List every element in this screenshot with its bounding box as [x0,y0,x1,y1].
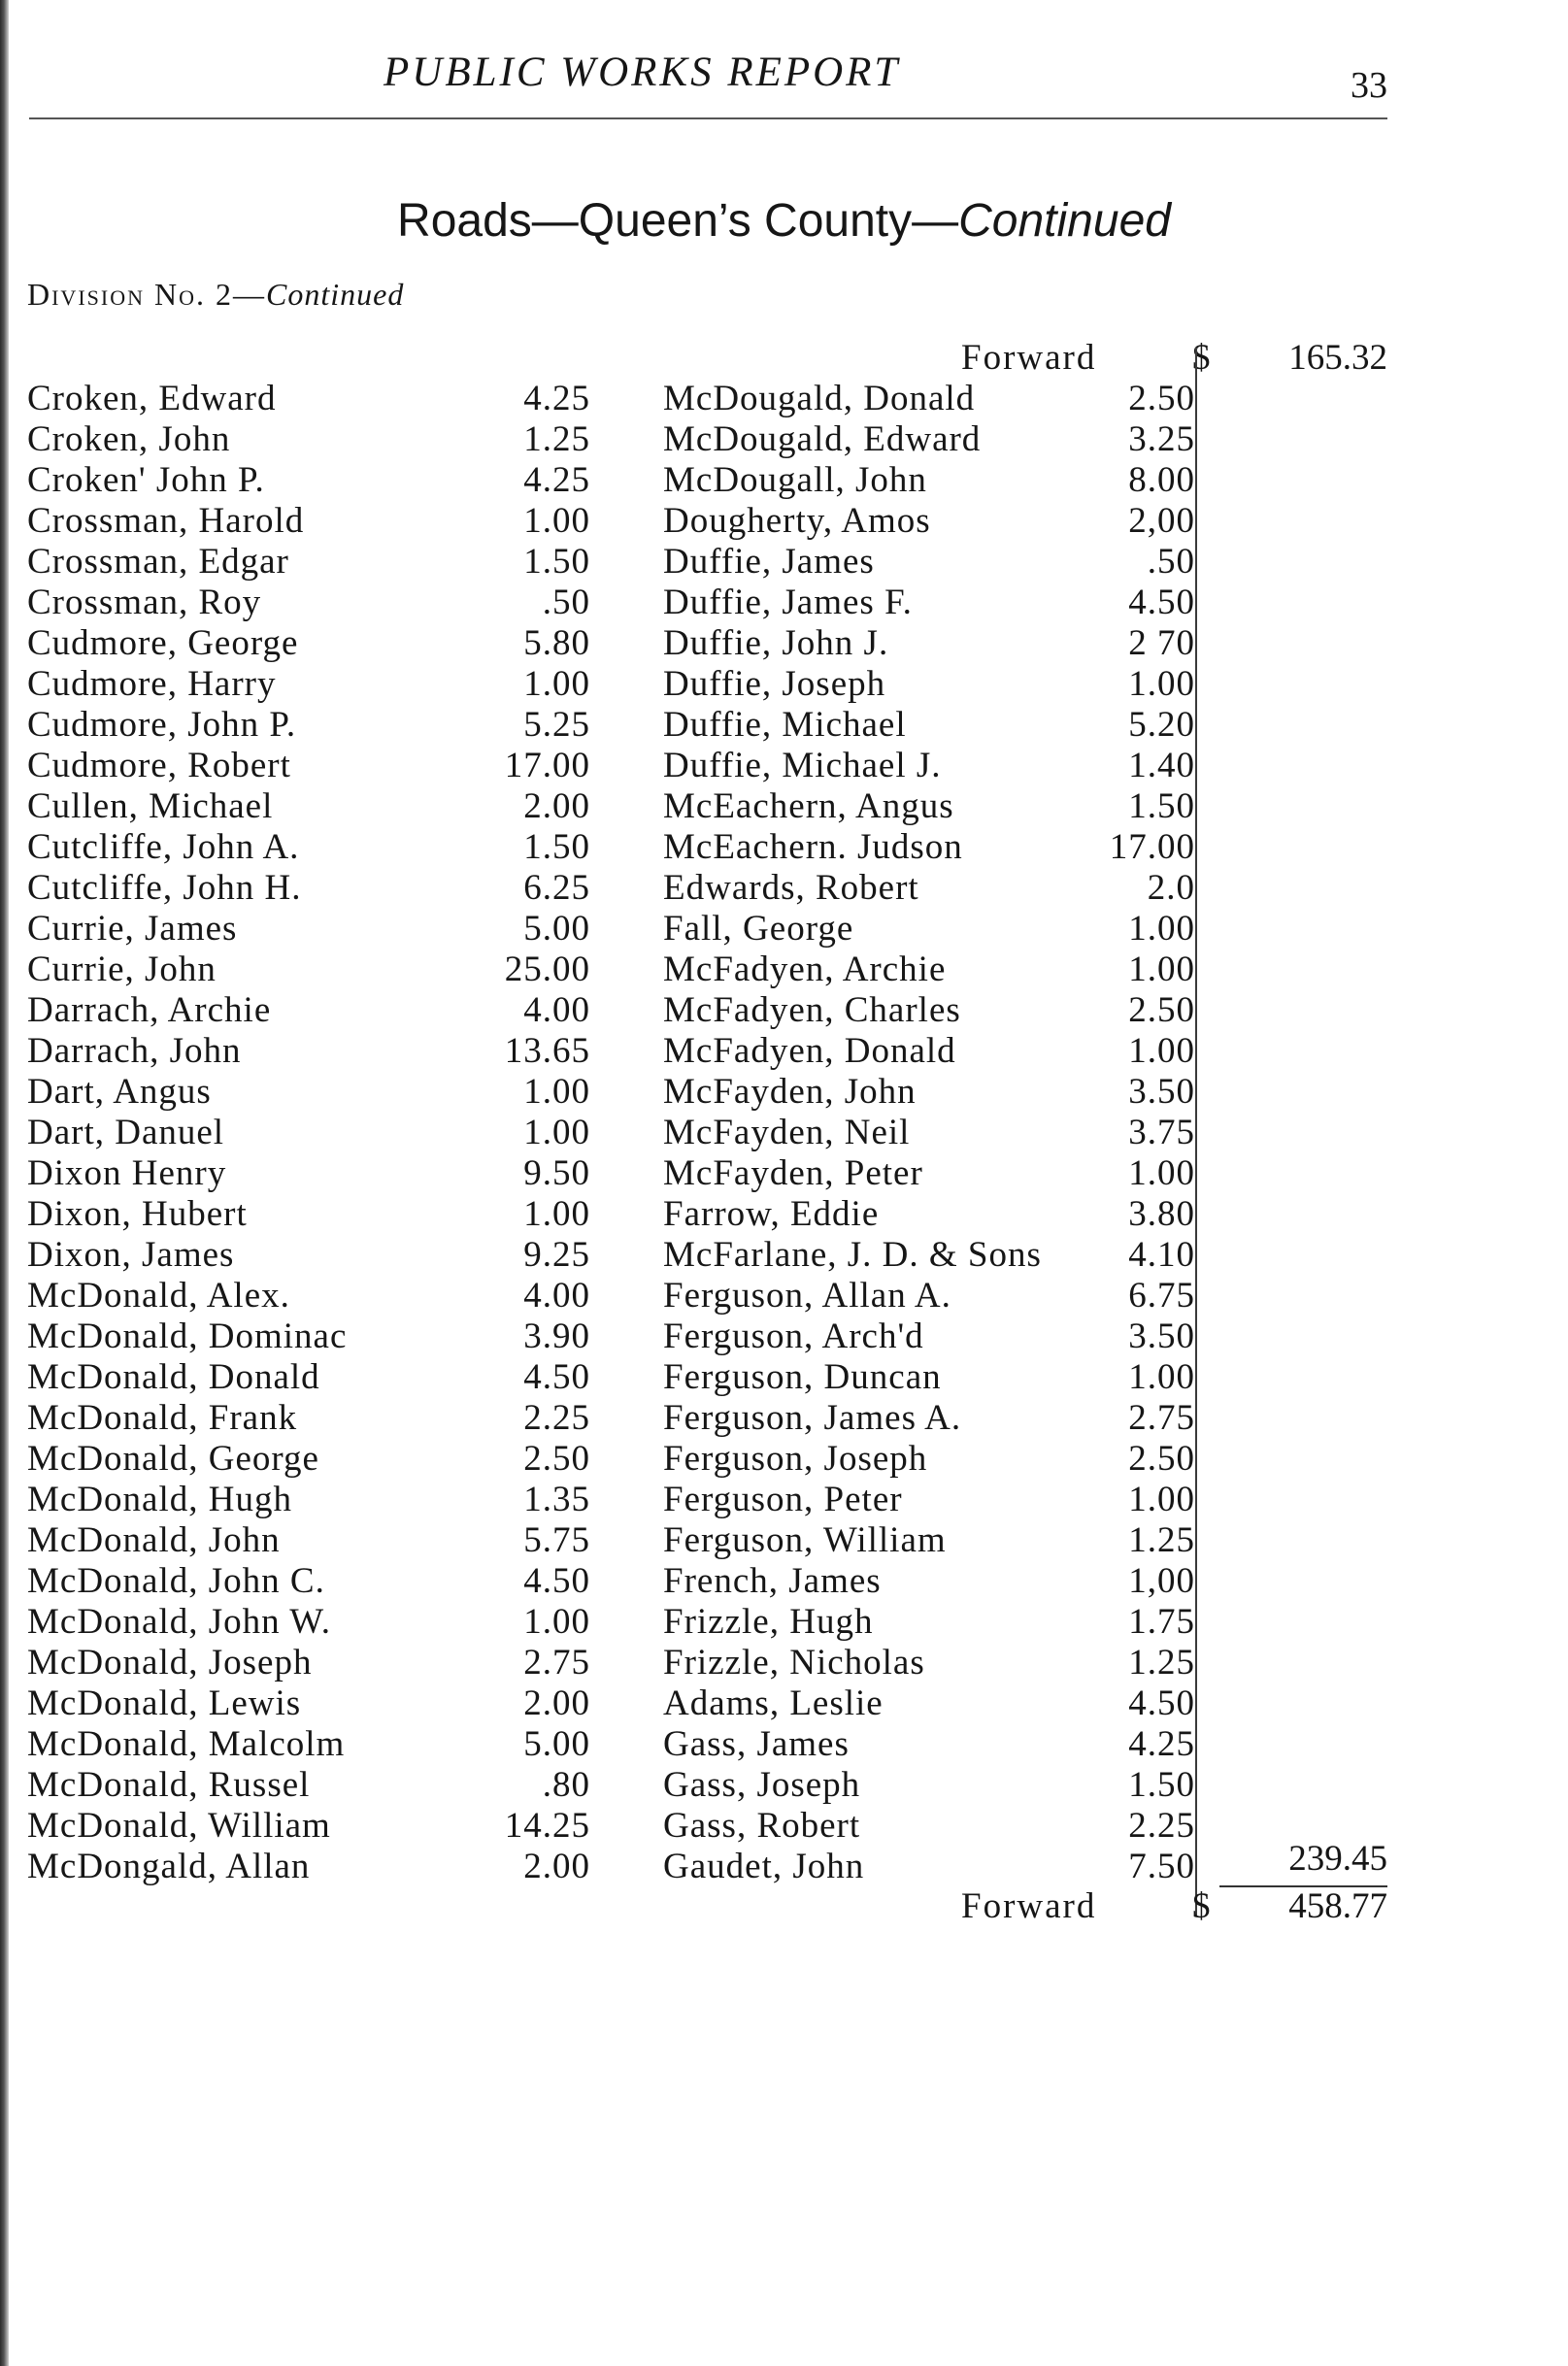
payee-row [663,1072,1195,1113]
payee-name: Fall, George [663,909,854,949]
payee-amount: 3.75 [1128,1113,1195,1152]
payee-amount: 1.35 [523,1480,590,1519]
payee-name: McDonald, John [27,1520,281,1560]
payee-row [663,1480,1195,1520]
payee-amount: 1.00 [1128,1031,1195,1071]
forward-carried [0,1886,1568,1927]
payee-name: Duffie, John J. [663,623,889,663]
payee-amount: 1.00 [523,1602,590,1642]
payee-name: McDonald, Donald [27,1357,320,1397]
payee-amount: 13.65 [504,1031,590,1071]
payee-amount: 3.90 [523,1316,590,1356]
payee-amount: 1.00 [523,1194,590,1234]
payee-row [663,1643,1195,1683]
payee-amount: 17.00 [504,746,590,785]
payee-amount: 4.00 [523,1276,590,1316]
payee-row [663,1113,1195,1153]
payee-amount: 4.00 [523,990,590,1030]
payee-amount: 1.50 [523,542,590,582]
payee-row [27,664,590,705]
payee-name: Dart, Angus [27,1072,212,1112]
payee-amount: 4.10 [1128,1235,1195,1275]
payee-row [663,1847,1195,1887]
payee-name: Cudmore, John P. [27,705,297,745]
payee-row [27,827,590,868]
payee-amount: 1.75 [1128,1602,1195,1642]
forward-label: Forward [961,1886,1097,1926]
payee-amount: .50 [1147,542,1195,582]
payee-row [27,868,590,909]
forward-label: Forward [961,338,1097,378]
payee-amount: 2.00 [523,1683,590,1723]
payee-name: McDonald, William [27,1806,331,1846]
payee-row [663,1561,1195,1602]
payee-amount: 4.50 [1128,583,1195,622]
payee-name: McFayden, John [663,1072,917,1112]
payee-amount: 8.00 [1128,460,1195,500]
payee-amount: 5.25 [523,705,590,745]
payee-name: Dixon, James [27,1235,235,1275]
payee-row [663,1602,1195,1643]
payee-amount: 4.50 [523,1357,590,1397]
header-rule [29,117,1387,119]
payee-row [663,501,1195,542]
payee-amount: 1.50 [1128,786,1195,826]
division-heading [27,277,404,313]
payee-name: Duffie, James [663,542,875,582]
payee-amount: 2,00 [1128,501,1195,541]
payee-row [27,705,590,746]
payee-amount: 2.0 [1147,868,1195,908]
payee-amount: 3.25 [1128,419,1195,459]
payee-row [663,909,1195,950]
payee-amount: 4.50 [523,1561,590,1601]
payee-name: Currie, John [27,950,217,989]
division-label: Division No. 2— [27,277,266,312]
payee-row [663,379,1195,419]
payee-row [27,1847,590,1887]
payee-row [27,909,590,950]
payee-name: McFadyen, Archie [663,950,947,989]
payee-amount: 2.50 [523,1439,590,1479]
payee-amount: 5.20 [1128,705,1195,745]
payee-amount: 1.00 [1128,1153,1195,1193]
payee-row [663,786,1195,827]
payee-amount: 1.25 [523,419,590,459]
payee-row [27,1806,590,1847]
payee-row [663,1235,1195,1276]
payee-row [663,1724,1195,1765]
payee-name: Croken' John P. [27,460,265,500]
payee-name: McFarlane, J. D. & Sons [663,1235,1042,1275]
left-payee-column [27,379,590,1887]
payee-row [27,1602,590,1643]
payee-name: Duffie, Joseph [663,664,886,704]
payee-row [27,1235,590,1276]
payee-amount: 14.25 [504,1806,590,1846]
forward-value: 165.32 [1288,338,1387,378]
running-header [0,49,1568,107]
payee-name: Croken, Edward [27,379,277,418]
payee-amount: 5.00 [523,1724,590,1764]
payee-name: McDougald, Edward [663,419,982,459]
payee-name: Gass, James [663,1724,850,1764]
payee-amount: 2.00 [523,1847,590,1886]
payee-name: Gass, Joseph [663,1765,861,1805]
payee-amount: 2.00 [523,786,590,826]
payee-row [663,1398,1195,1439]
forward-value: 458.77 [1288,1886,1387,1926]
payee-row [663,419,1195,460]
payee-amount: 1.00 [1128,1480,1195,1519]
payee-row [27,1724,590,1765]
payee-name: Ferguson, Peter [663,1480,903,1519]
payee-name: McFayden, Neil [663,1113,911,1152]
payee-row [27,1561,590,1602]
payee-row [663,1194,1195,1235]
payee-row [663,1316,1195,1357]
payee-row [663,1439,1195,1480]
payee-amount: 4.50 [1128,1683,1195,1723]
payee-name: McDongald, Allan [27,1847,311,1886]
payee-name: Darrach, John [27,1031,242,1071]
payee-amount: 1,00 [1128,1561,1195,1601]
payee-amount: 4.25 [1128,1724,1195,1764]
payee-amount: .80 [542,1765,590,1805]
payee-name: Duffie, Michael [663,705,907,745]
payee-name: McDonald, Russel [27,1765,311,1805]
payee-row [27,623,590,664]
payee-name: Ferguson, Joseph [663,1439,928,1479]
payee-name: Duffie, James F. [663,583,913,622]
payee-name: McDonald, John W. [27,1602,331,1642]
payee-row [663,460,1195,501]
payee-amount: 9.50 [523,1153,590,1193]
payee-row [663,705,1195,746]
payee-amount: 5.80 [523,623,590,663]
page-number: 33 [1351,65,1387,106]
payee-row [27,1153,590,1194]
payee-row [27,1765,590,1806]
payee-row [27,1072,590,1113]
payee-name: Cutcliffe, John A. [27,827,300,867]
payee-name: McDonald, John C. [27,1561,325,1601]
section-title-main: Roads—Queen’s County— [397,195,959,247]
division-continued: Continued [265,277,405,312]
payee-name: Edwards, Robert [663,868,919,908]
payee-name: Dixon Henry [27,1153,227,1193]
payee-amount: 9.25 [523,1235,590,1275]
payee-row [663,746,1195,786]
payee-row [27,379,590,419]
payee-name: Ferguson, James A. [663,1398,962,1438]
payee-amount: .50 [542,583,590,622]
payee-name: Cullen, Michael [27,786,274,826]
payee-amount: 2 70 [1128,623,1195,663]
section-title-continued: Continued [958,195,1171,247]
running-title: PUBLIC WORKS REPORT [384,50,901,95]
payee-name: McEachern. Judson [663,827,963,867]
payee-name: Crossman, Edgar [27,542,289,582]
payee-amount: 1.00 [523,501,590,541]
payee-amount: 2.25 [1128,1806,1195,1846]
payee-name: Currie, James [27,909,238,949]
payee-name: Crossman, Roy [27,583,262,622]
payee-row [663,1765,1195,1806]
payee-amount: 2.50 [1128,379,1195,418]
payee-row [663,1683,1195,1724]
payee-row [27,1316,590,1357]
payee-name: McDonald, Alex. [27,1276,290,1316]
payee-row [663,664,1195,705]
payee-amount: 3.50 [1128,1316,1195,1356]
payee-row [663,1806,1195,1847]
payee-row [27,542,590,583]
payee-amount: 1.00 [1128,909,1195,949]
payee-name: McDonald, George [27,1439,319,1479]
payee-name: McEachern, Angus [663,786,954,826]
section-title [0,194,1568,248]
currency-sign: $ [1192,338,1211,378]
payee-name: Frizzle, Hugh [663,1602,874,1642]
payee-row [663,1153,1195,1194]
payee-amount: 3.80 [1128,1194,1195,1234]
payee-amount: 1.00 [1128,1357,1195,1397]
payee-row [27,950,590,990]
payee-amount: 2.50 [1128,1439,1195,1479]
payee-name: McFayden, Peter [663,1153,923,1193]
payee-name: Ferguson, William [663,1520,947,1560]
payee-row [27,1480,590,1520]
payee-amount: 1.00 [523,1072,590,1112]
payee-amount: 6.25 [523,868,590,908]
payee-name: French, James [663,1561,882,1601]
payee-row [27,460,590,501]
currency-sign: $ [1192,1886,1211,1926]
payee-row [27,1357,590,1398]
payee-name: McDonald, Hugh [27,1480,292,1519]
payee-name: Dixon, Hubert [27,1194,248,1234]
payee-amount: 1.40 [1128,746,1195,785]
payee-name: McDonald, Dominac [27,1316,348,1356]
payee-name: Adams, Leslie [663,1683,884,1723]
column-subtotal: 239.45 [1288,1839,1387,1879]
payee-amount: 1.00 [1128,664,1195,704]
payee-name: McFadyen, Charles [663,990,961,1030]
payee-amount: 1.50 [523,827,590,867]
payee-row [27,1031,590,1072]
payee-amount: 5.00 [523,909,590,949]
payee-amount: 25.00 [504,950,590,989]
payee-row [663,1276,1195,1316]
payee-name: Ferguson, Allan A. [663,1276,951,1316]
payee-amount: 4.25 [523,460,590,500]
payee-amount: 3.50 [1128,1072,1195,1112]
payee-name: Cudmore, George [27,623,299,663]
payee-name: Croken, John [27,419,231,459]
payee-name: McDougall, John [663,460,927,500]
payee-row [27,1520,590,1561]
payee-name: McDougald, Donald [663,379,976,418]
payee-name: Crossman, Harold [27,501,305,541]
payee-name: Ferguson, Duncan [663,1357,942,1397]
payee-row [27,1643,590,1683]
payee-name: Cudmore, Harry [27,664,277,704]
payee-amount: 7.50 [1128,1847,1195,1886]
payee-row [663,1031,1195,1072]
forward-brought [0,338,1568,379]
payee-name: Gass, Robert [663,1806,861,1846]
payee-amount: 6.75 [1128,1276,1195,1316]
payee-row [663,583,1195,623]
payee-name: McDonald, Joseph [27,1643,313,1683]
payee-row [27,501,590,542]
payee-amount: 1.00 [523,1113,590,1152]
payee-row [27,1439,590,1480]
payee-amount: 4.25 [523,379,590,418]
payee-row [663,623,1195,664]
payee-amount: 1.00 [523,664,590,704]
payee-row [27,990,590,1031]
payee-amount: 2.75 [523,1643,590,1683]
payee-row [27,1113,590,1153]
payee-row [27,1194,590,1235]
payee-amount: 2.25 [523,1398,590,1438]
payee-amount: 1.50 [1128,1765,1195,1805]
payee-row [27,1398,590,1439]
payee-name: McDonald, Frank [27,1398,298,1438]
payee-name: Frizzle, Nicholas [663,1643,925,1683]
payee-name: Darrach, Archie [27,990,272,1030]
payee-name: Cutcliffe, John H. [27,868,302,908]
payee-row [27,583,590,623]
payee-amount: 1.00 [1128,950,1195,989]
payee-amount: 5.75 [523,1520,590,1560]
payee-row [663,868,1195,909]
payee-name: McFadyen, Donald [663,1031,956,1071]
payee-amount: 1.25 [1128,1520,1195,1560]
payee-name: Farrow, Eddie [663,1194,880,1234]
payee-row [663,1357,1195,1398]
payee-name: McDonald, Lewis [27,1683,302,1723]
payee-name: Cudmore, Robert [27,746,291,785]
payee-row [663,950,1195,990]
payee-row [27,786,590,827]
payee-name: Ferguson, Arch'd [663,1316,924,1356]
payee-amount: 2.50 [1128,990,1195,1030]
payee-amount: 2.75 [1128,1398,1195,1438]
payee-row [27,1683,590,1724]
payee-name: Dart, Danuel [27,1113,225,1152]
payee-row [663,827,1195,868]
payee-name: Dougherty, Amos [663,501,931,541]
payee-row [663,542,1195,583]
payee-name: Gaudet, John [663,1847,865,1886]
payee-name: McDonald, Malcolm [27,1724,346,1764]
payee-amount: 17.00 [1109,827,1195,867]
payee-row [27,746,590,786]
payee-row [663,1520,1195,1561]
payee-row [27,1276,590,1316]
right-payee-column [663,379,1195,1887]
payee-amount: 1.25 [1128,1643,1195,1683]
payee-name: Duffie, Michael J. [663,746,942,785]
payee-row [663,990,1195,1031]
payee-row [27,419,590,460]
column-rule [1195,348,1197,1916]
